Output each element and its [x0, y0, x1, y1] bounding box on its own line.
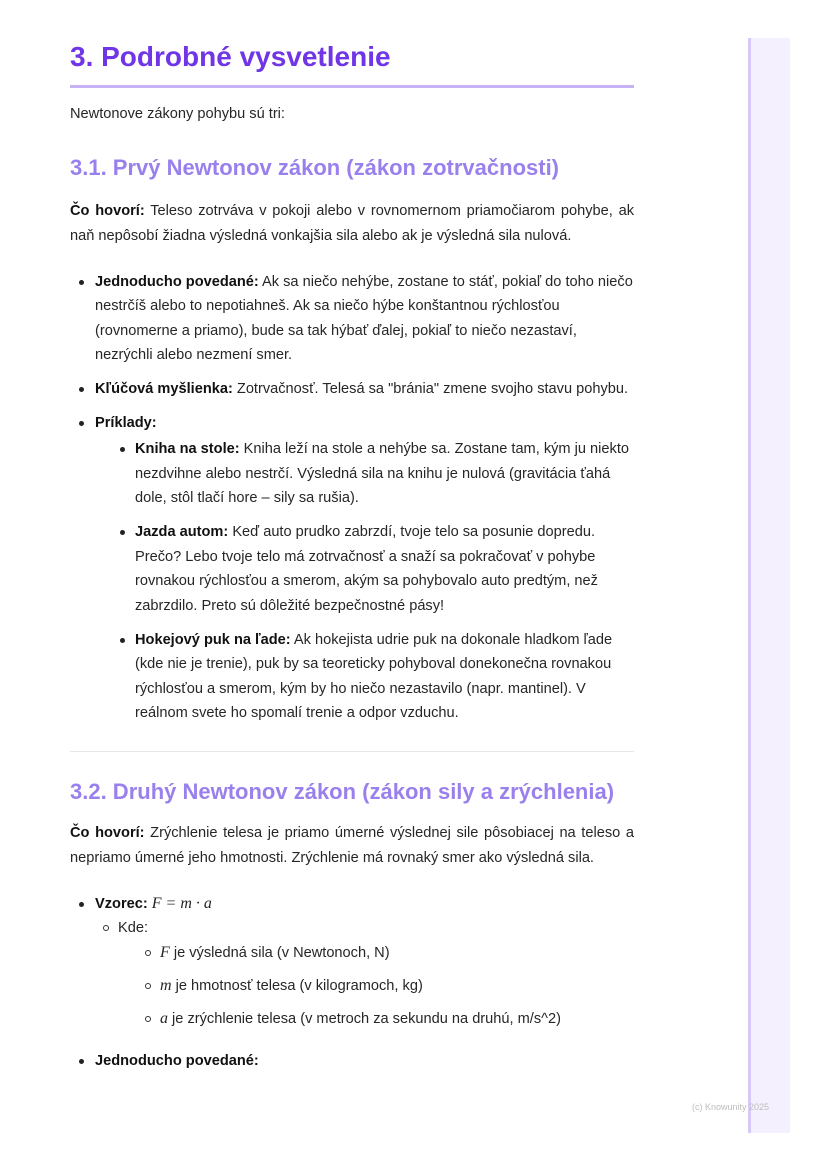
- formula: F = m · a: [151, 894, 212, 912]
- first-law-statement: Čo hovorí: Teleso zotrváva v pokoji alebo v rovnomernom priamočiarom pohybe, ak naň nepôsobí žiadna výsledná vonkajšia sila alebo ak je výsledná sila nulová.: [70, 202, 634, 244]
- section-heading-first-law: 3.1. Prvý Newtonov zákon (zákon zotrvačnosti): [70, 154, 560, 180]
- list-item: Kľúčová myšlienka: Zotrvačnosť. Telesá sa "bránia" zmene svojho stavu pohybu.: [95, 377, 634, 402]
- first-law-list: [70, 270, 634, 726]
- intro-text: Newtonove zákony pohybu sú tri:: [70, 106, 285, 122]
- list-item: Kde: F je výsledná sila (v Newtonoch, N) m je hmotnosť telesa (v kilogramoch, kg) a je zrýchlenie telesa (v metroch za sekundu na druhú, m/s^2): [118, 916, 634, 1032]
- list-item: Hokejový puk na ľade: Ak hokejista udrie puk na dokonale hladkom ľade (kde nie je trenie), puk by sa teoreticky pohyboval donekonečna rovnakou rýchlosťou a smerom, kým by ho niečo nezastavilo (napr. mantinel). V reálnom svete ho spomalí trenie a odpor vzduchu.: [135, 628, 634, 726]
- section-divider: [70, 751, 634, 752]
- list-item: Jednoducho povedané:: [95, 1049, 634, 1074]
- list-item: Jednoducho povedané: Ak sa niečo nehýbe, zostane to stáť, pokiaľ do toho niečo nestrčíš alebo to nepotiahneš. Ak sa niečo hýbe konštantnou rýchlosťou (rovnomerne a priamo), bude sa tak hýbať ďalej, pokiaľ to niečo nezastaví, nezrýchli alebo nezmení smer.: [95, 270, 634, 368]
- where-list: [95, 916, 634, 1032]
- list-item: a je zrýchlenie telesa (v metroch za sekundu na druhú, m/s^2): [160, 1007, 634, 1032]
- list-item: m je hmotnosť telesa (v kilogramoch, kg): [160, 974, 634, 999]
- section-heading-second-law: 3.2. Druhý Newtonov zákon (zákon sily a zrýchlenia): [70, 778, 615, 804]
- examples-list: [95, 437, 634, 726]
- list-item: Vzorec: F = m · a Kde: F je výsledná sila (v Newtonoch, N) m je hmotnosť telesa (v kilogramoch, kg) a je zrýchlenie telesa (v metroch za sekundu na druhú, m/s^2): [95, 892, 634, 1032]
- list-item: Kniha na stole: Kniha leží na stole a nehýbe sa. Zostane tam, kým ju niekto nezdvihne alebo nestrčí. Výsledná sila na knihu je nulová (gravitácia ťahá dole, stôl tlačí hore – sily sa rušia).: [135, 437, 634, 511]
- second-law-statement: Čo hovorí: Zrýchlenie telesa je priamo úmerné výslednej sile pôsobiacej na teleso a nepriamo úmerné jeho hmotnosti. Zrýchlenie má rovnaký smer ako výsledná sila.: [70, 824, 634, 866]
- copyright-footer: (c) Knowunity 2025: [692, 1102, 770, 1112]
- list-item: F je výsledná sila (v Newtonoch, N): [160, 941, 634, 966]
- second-law-list: [70, 892, 634, 1074]
- sidebar-panel: [748, 38, 790, 1133]
- document-content: [70, 40, 634, 1073]
- page-title: 3. Podrobné vysvetlenie: [70, 40, 634, 88]
- list-item: Jazda autom: Keď auto prudko zabrzdí, tvoje telo sa posunie dopredu. Prečo? Lebo tvoje telo má zotrvačnosť a snaží sa pokračovať v pohybe rovnakou rýchlosťou a smerom, akým sa pohybovalo auto predtým, než zabrzdilo. Preto sú dôležité bezpečnostné pásy!: [135, 520, 634, 618]
- list-item: Príklady: Kniha na stole: Kniha leží na stole a nehýbe sa. Zostane tam, kým ju niekto nezdvihne alebo nestrčí. Výsledná sila na knihu je nulová (gravitácia ťahá dole, stôl tlačí hore – sily sa rušia). Jazda autom: Keď auto prudko zabrzdí, tvoje telo sa posunie dopredu. Prečo? Lebo tvoje telo má zotrvačnosť a snaží sa pokračovať v pohybe rovnakou rýchlosťou a smerom, akým sa pohybovalo auto predtým, než zabrzdilo. Preto sú dôležité bezpečnostné pásy! Hokejový puk na ľade: Ak hokejista udrie puk na dokonale hladkom ľade (kde nie je trenie), puk by sa teoreticky pohyboval donekonečna rovnakou rýchlosťou a smerom, kým by ho niečo nezastavilo (napr. mantinel). V reálnom svete ho spomalí trenie a odpor vzduchu.: [95, 411, 634, 726]
- variables-list: [118, 941, 634, 1032]
